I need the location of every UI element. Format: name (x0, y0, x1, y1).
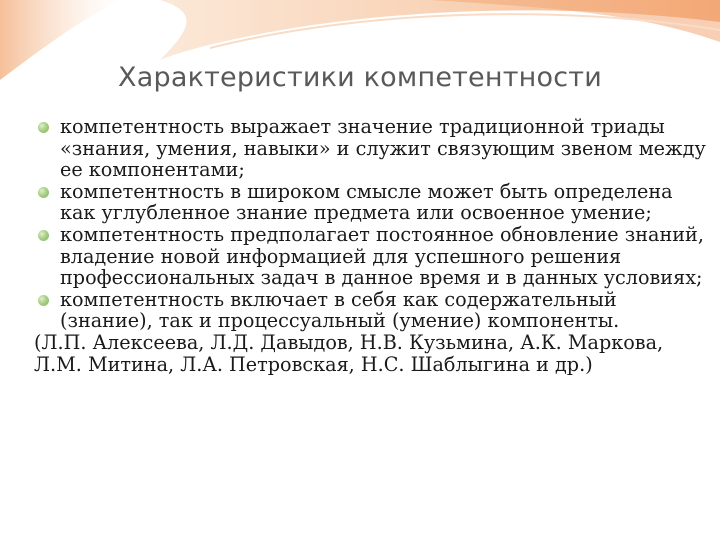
bullet-item (34, 181, 714, 224)
green-circle-bullet-icon (38, 122, 49, 133)
slide-title: Характеристики компетентности (118, 62, 602, 93)
bullet-item (34, 289, 714, 332)
header-decoration (0, 0, 720, 120)
green-circle-bullet-icon (38, 187, 49, 198)
bullet-text: компетентность предполагает постоянное обновление знаний, владение новой информацией для успешного решения профессиональных задач в данное время и в данных условиях; (60, 222, 704, 290)
bullet-text: компетентность включает в себя как содержательный (знание), так и процессуальный (умение) компоненты. (60, 287, 620, 333)
sources-citation: (Л.П. Алексеева, Л.Д. Давыдов, Н.В. Кузьмина, А.К. Маркова, Л.М. Митина, Л.А. Петровская, Н.С. Шаблыгина и др.) (34, 330, 664, 376)
green-circle-bullet-icon (38, 295, 49, 306)
bullet-text: компетентность выражает значение традиционной триады «знания, умения, навыки» и служит связующим звеном между ее компонентами; (60, 115, 706, 182)
bullet-text: компетентность в широком смысле может быть определена как углубленное знание предмета или освоенное умение; (60, 179, 673, 225)
bullet-item (34, 116, 714, 181)
bullet-item (34, 224, 714, 289)
slide-body (34, 116, 714, 375)
green-circle-bullet-icon (38, 230, 49, 241)
bullet-list (34, 116, 714, 332)
